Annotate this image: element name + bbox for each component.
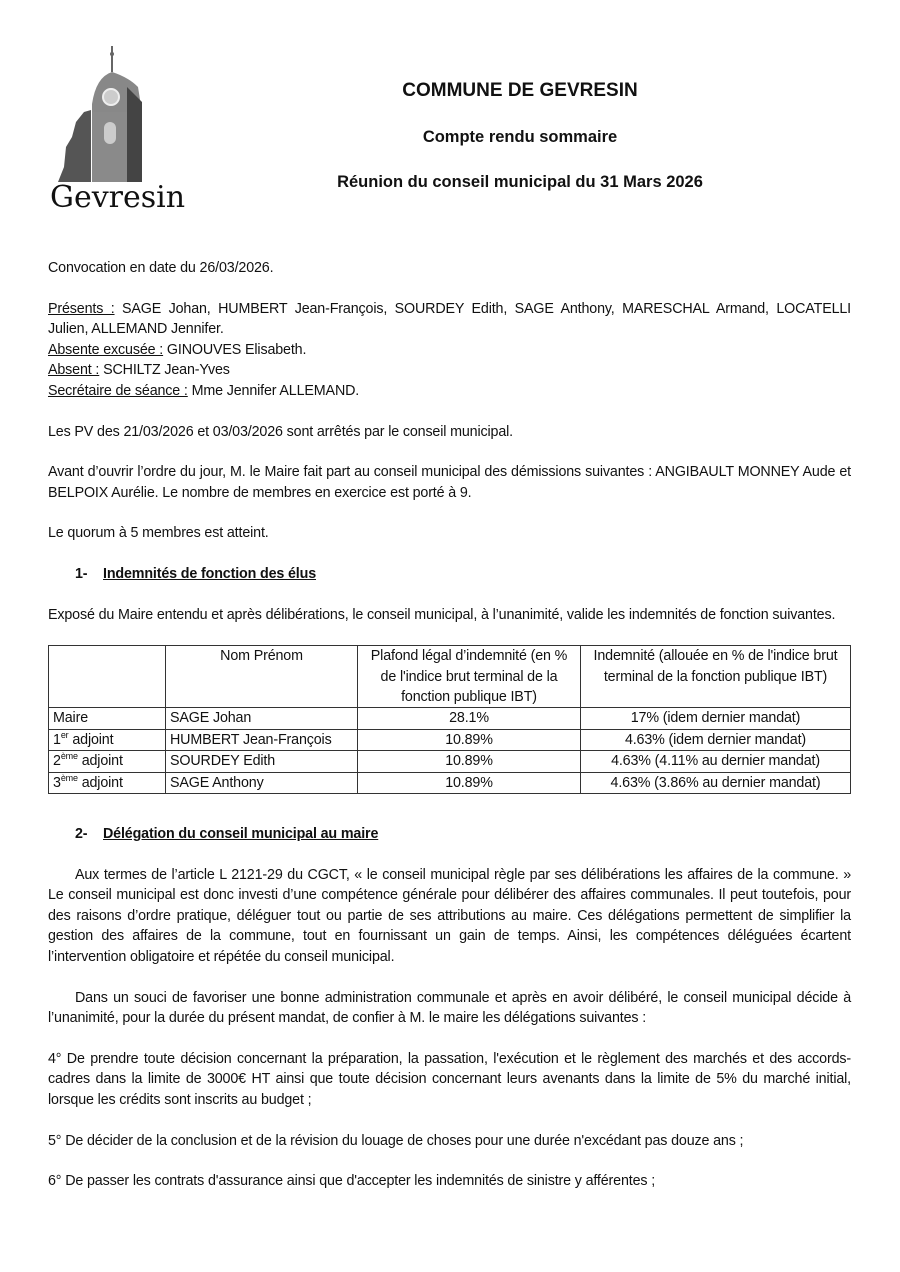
- absent: [48, 360, 851, 381]
- indemnites-table: [48, 645, 851, 794]
- pv-statement: Les PV des 21/03/2026 et 03/03/2026 sont arrêtés par le conseil municipal.: [48, 423, 513, 440]
- name-cell: SOURDEY Edith: [166, 751, 358, 772]
- role-suffix: adjoint: [77, 774, 123, 791]
- section-title: Délégation du conseil municipal au maire: [103, 825, 379, 842]
- presents-value: SAGE Johan, HUMBERT Jean-François, SOURDEY Edith, SAGE Anthony, MARESCHAL Armand, LOCATELLI Julien, ALLEMAND Jennifer.: [48, 300, 852, 338]
- table-header-row: [49, 646, 851, 708]
- name-cell: SAGE Johan: [166, 708, 358, 729]
- role: Maire: [53, 710, 88, 727]
- secretaire-label: Secrétaire de séance :: [48, 382, 188, 399]
- role-cell: [49, 751, 166, 772]
- plafond-cell: 10.89%: [358, 751, 581, 772]
- meeting-title: Réunion du conseil municipal du 31 Mars 2026: [337, 173, 703, 191]
- section-2-paragraph-2: Dans un souci de favoriser une bonne administration communale et après en avoir délibéré, le conseil municipal décide à l’unanimité, pour la durée du présent mandat, de confier à M. le maire les délégations suivantes :: [48, 989, 851, 1027]
- name-cell: SAGE Anthony: [166, 772, 358, 793]
- section-2-paragraph-1: Aux termes de l’article L 2121-29 du CGCT, « le conseil municipal règle par ses délibérations les affaires de la commune. » Le conseil municipal est donc investi d’une compétence générale pour délibérer des affaires communales. Il peut toutefois, pour des raisons d’ordre pratique, déléguer tout ou partie de ses attributions au maire. Ces délégations permettent de simplifier la gestion des affaires de la commune, tout en fournissant un gain de temps. Ainsi, les compétences déléguées écartent l’intervention obligatoire et répétée du conseil municipal.: [48, 866, 851, 965]
- table-header: [49, 646, 166, 708]
- secretaire-value: Mme Jennifer ALLEMAND.: [187, 382, 360, 399]
- role-sup: ème: [60, 772, 78, 783]
- absent-label: Absent :: [48, 362, 100, 379]
- section-1-heading: [75, 564, 851, 585]
- demissions: Avant d’ouvrir l’ordre du jour, M. le Maire fait part au conseil municipal des démissions suivantes : ANGIBAULT MONNEY Aude et BELPOIX Aurélie. Le nombre de membres en exercice est porté à 9.: [48, 464, 851, 501]
- table-row: [49, 772, 851, 793]
- indemnite-cell: 4.63% (4.11% au dernier mandat): [581, 751, 851, 772]
- quorum: Le quorum à 5 membres est atteint.: [48, 525, 269, 542]
- presents: [48, 299, 851, 340]
- role-cell: [49, 708, 166, 729]
- delegation-item: 6° De passer les contrats d'assurance ainsi que d'accepter les indemnités de sinistre y afférentes ;: [48, 1173, 656, 1190]
- delegation-item: 5° De décider de la conclusion et de la révision du louage de choses pour une durée n'excédant pas douze ans ;: [48, 1132, 744, 1149]
- table-header: Nom Prénom: [166, 646, 358, 708]
- church-tower-icon: [46, 42, 186, 215]
- role: 1: [53, 731, 61, 748]
- indemnite-cell: 4.63% (idem dernier mandat): [581, 729, 851, 750]
- logo-text: Gevresin: [50, 180, 186, 215]
- indemnite-cell: 4.63% (3.86% au dernier mandat): [581, 772, 851, 793]
- document-body: [48, 258, 851, 1212]
- commune-logo: [46, 42, 186, 215]
- plafond-cell: 10.89%: [358, 729, 581, 750]
- table-row: [49, 729, 851, 750]
- indemnite-cell: 17% (idem dernier mandat): [581, 708, 851, 729]
- role: 3: [53, 774, 61, 791]
- role: 2: [53, 753, 61, 770]
- table-row: [49, 708, 851, 729]
- section-number: 2-: [75, 825, 88, 842]
- convocation: Convocation en date du 26/03/2026.: [48, 260, 274, 276]
- excusee-label: Absente excusée :: [48, 341, 164, 358]
- delegation-item: 4° De prendre toute décision concernant la préparation, la passation, l'exécution et le règlement des marchés et des accords-cadres dans la limite de 3000€ HT ainsi que toute décision concernant leurs avenants dans la limite de 5% du marché initial, lorsque les crédits sont inscrits au budget ;: [48, 1050, 851, 1108]
- section-2-heading: [75, 824, 851, 845]
- role-cell: [49, 729, 166, 750]
- page-title: COMMUNE DE GEVRESIN: [402, 80, 638, 101]
- role-sup: er: [60, 729, 69, 740]
- presents-label: Présents :: [48, 300, 115, 317]
- role-sup: ème: [60, 751, 78, 762]
- secretaire: [48, 381, 851, 402]
- absent-value: SCHILTZ Jean-Yves: [99, 362, 230, 379]
- section-title: Indemnités de fonction des élus: [103, 565, 317, 582]
- excusee-value: GINOUVES Elisabeth.: [163, 341, 307, 358]
- page-subtitle: Compte rendu sommaire: [422, 128, 618, 146]
- role-suffix: adjoint: [68, 731, 114, 748]
- plafond-cell: 10.89%: [358, 772, 581, 793]
- role-suffix: adjoint: [77, 753, 123, 770]
- table-row: [49, 751, 851, 772]
- table-header: Plafond légal d’indemnité (en % de l'indice brut terminal de la fonction publique IBT): [358, 646, 581, 708]
- section-1-text: Exposé du Maire entendu et après délibérations, le conseil municipal, à l’unanimité, valide les indemnités de fonction suivantes.: [48, 606, 836, 623]
- name-cell: HUMBERT Jean-François: [166, 729, 358, 750]
- role-cell: [49, 772, 166, 793]
- section-number: 1-: [75, 565, 88, 582]
- table-header: Indemnité (allouée en % de l'indice brut terminal de la fonction publique IBT): [581, 646, 851, 708]
- plafond-cell: 28.1%: [358, 708, 581, 729]
- absente-excusee: [48, 340, 851, 361]
